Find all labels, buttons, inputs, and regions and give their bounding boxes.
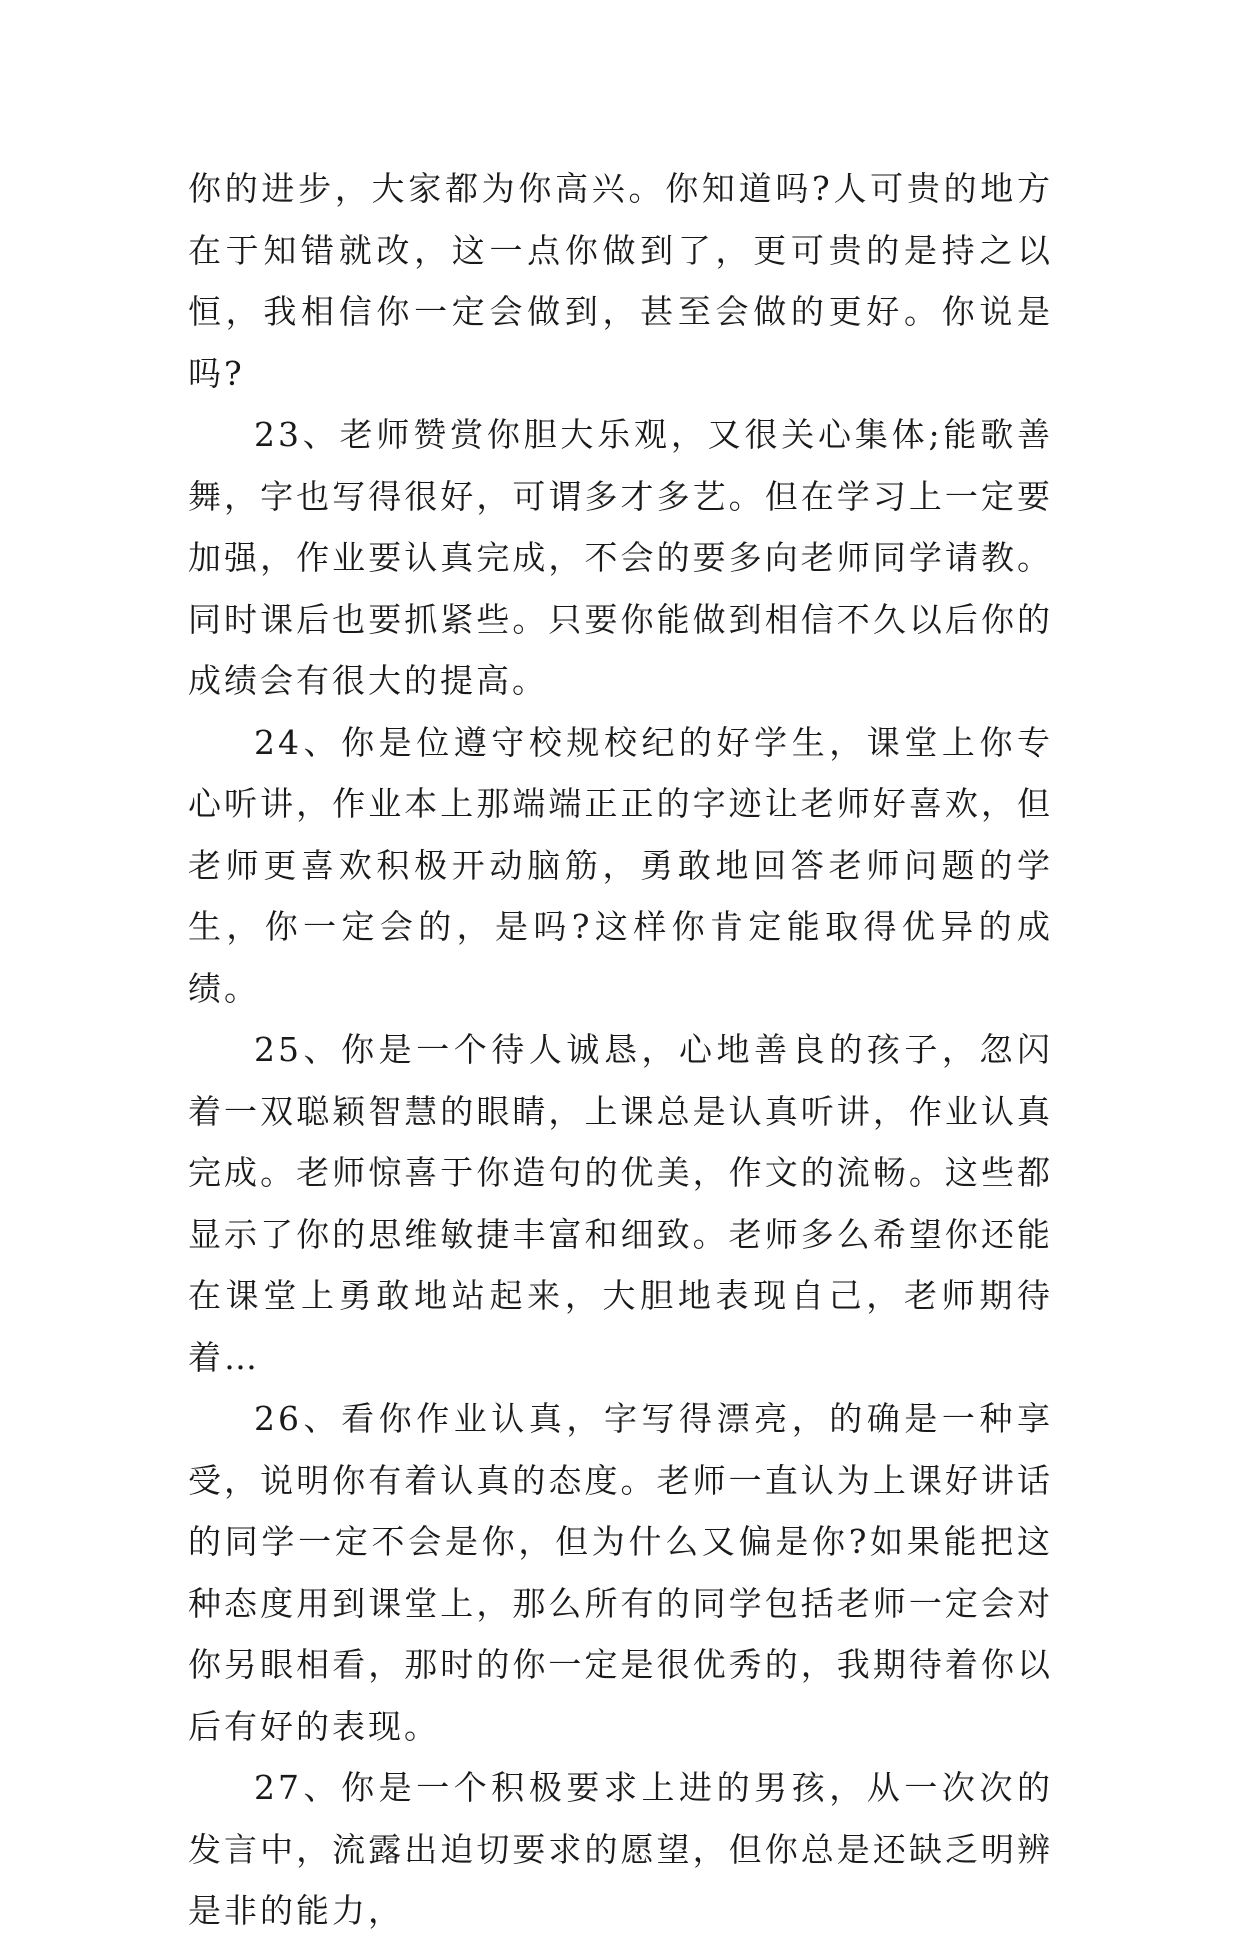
paragraph-26: 26、看你作业认真，字写得漂亮，的确是一种享受，说明你有着认真的态度。老师一直认为上课好讲话的同学一定不会是你，但为什么又偏是你?如果能把这种态度用到课堂上，那么所有的同学包括老师一定会对你另眼相看，那时的你一定是很优秀的，我期待着你以后有好的表现。 — [188, 1399, 1053, 1746]
paragraph-23: 23、老师赞赏你胆大乐观，又很关心集体;能歌善舞，字也写得很好，可谓多才多艺。但在学习上一定要加强，作业要认真完成，不会的要多向老师同学请教。同时课后也要抓紧些。只要你能做到相信不久以后你的成绩会有很大的提高。 — [188, 415, 1053, 700]
document-body — [188, 158, 1053, 1942]
paragraph-continuation: 你的进步，大家都为你高兴。你知道吗?人可贵的地方在于知错就改，这一点你做到了，更可贵的是持之以恒，我相信你一定会做到，甚至会做的更好。你说是吗? — [188, 169, 1053, 393]
paragraph-27: 27、你是一个积极要求上进的男孩，从一次次的发言中，流露出迫切要求的愿望，但你总是还缺乏明辨是非的能力， — [188, 1768, 1053, 1930]
paragraph-25: 25、你是一个待人诚恳，心地善良的孩子，忽闪着一双聪颖智慧的眼睛，上课总是认真听讲，作业认真完成。老师惊喜于你造句的优美，作文的流畅。这些都显示了你的思维敏捷丰富和细致。老师多么希望你还能在课堂上勇敢地站起来，大胆地表现自己，老师期待着… — [188, 1030, 1053, 1377]
paragraph-24: 24、你是位遵守校规校纪的好学生，课堂上你专心听讲，作业本上那端端正正的字迹让老师好喜欢，但老师更喜欢积极开动脑筋，勇敢地回答老师问题的学生，你一定会的，是吗?这样你肯定能取得优异的成绩。 — [188, 722, 1053, 1008]
